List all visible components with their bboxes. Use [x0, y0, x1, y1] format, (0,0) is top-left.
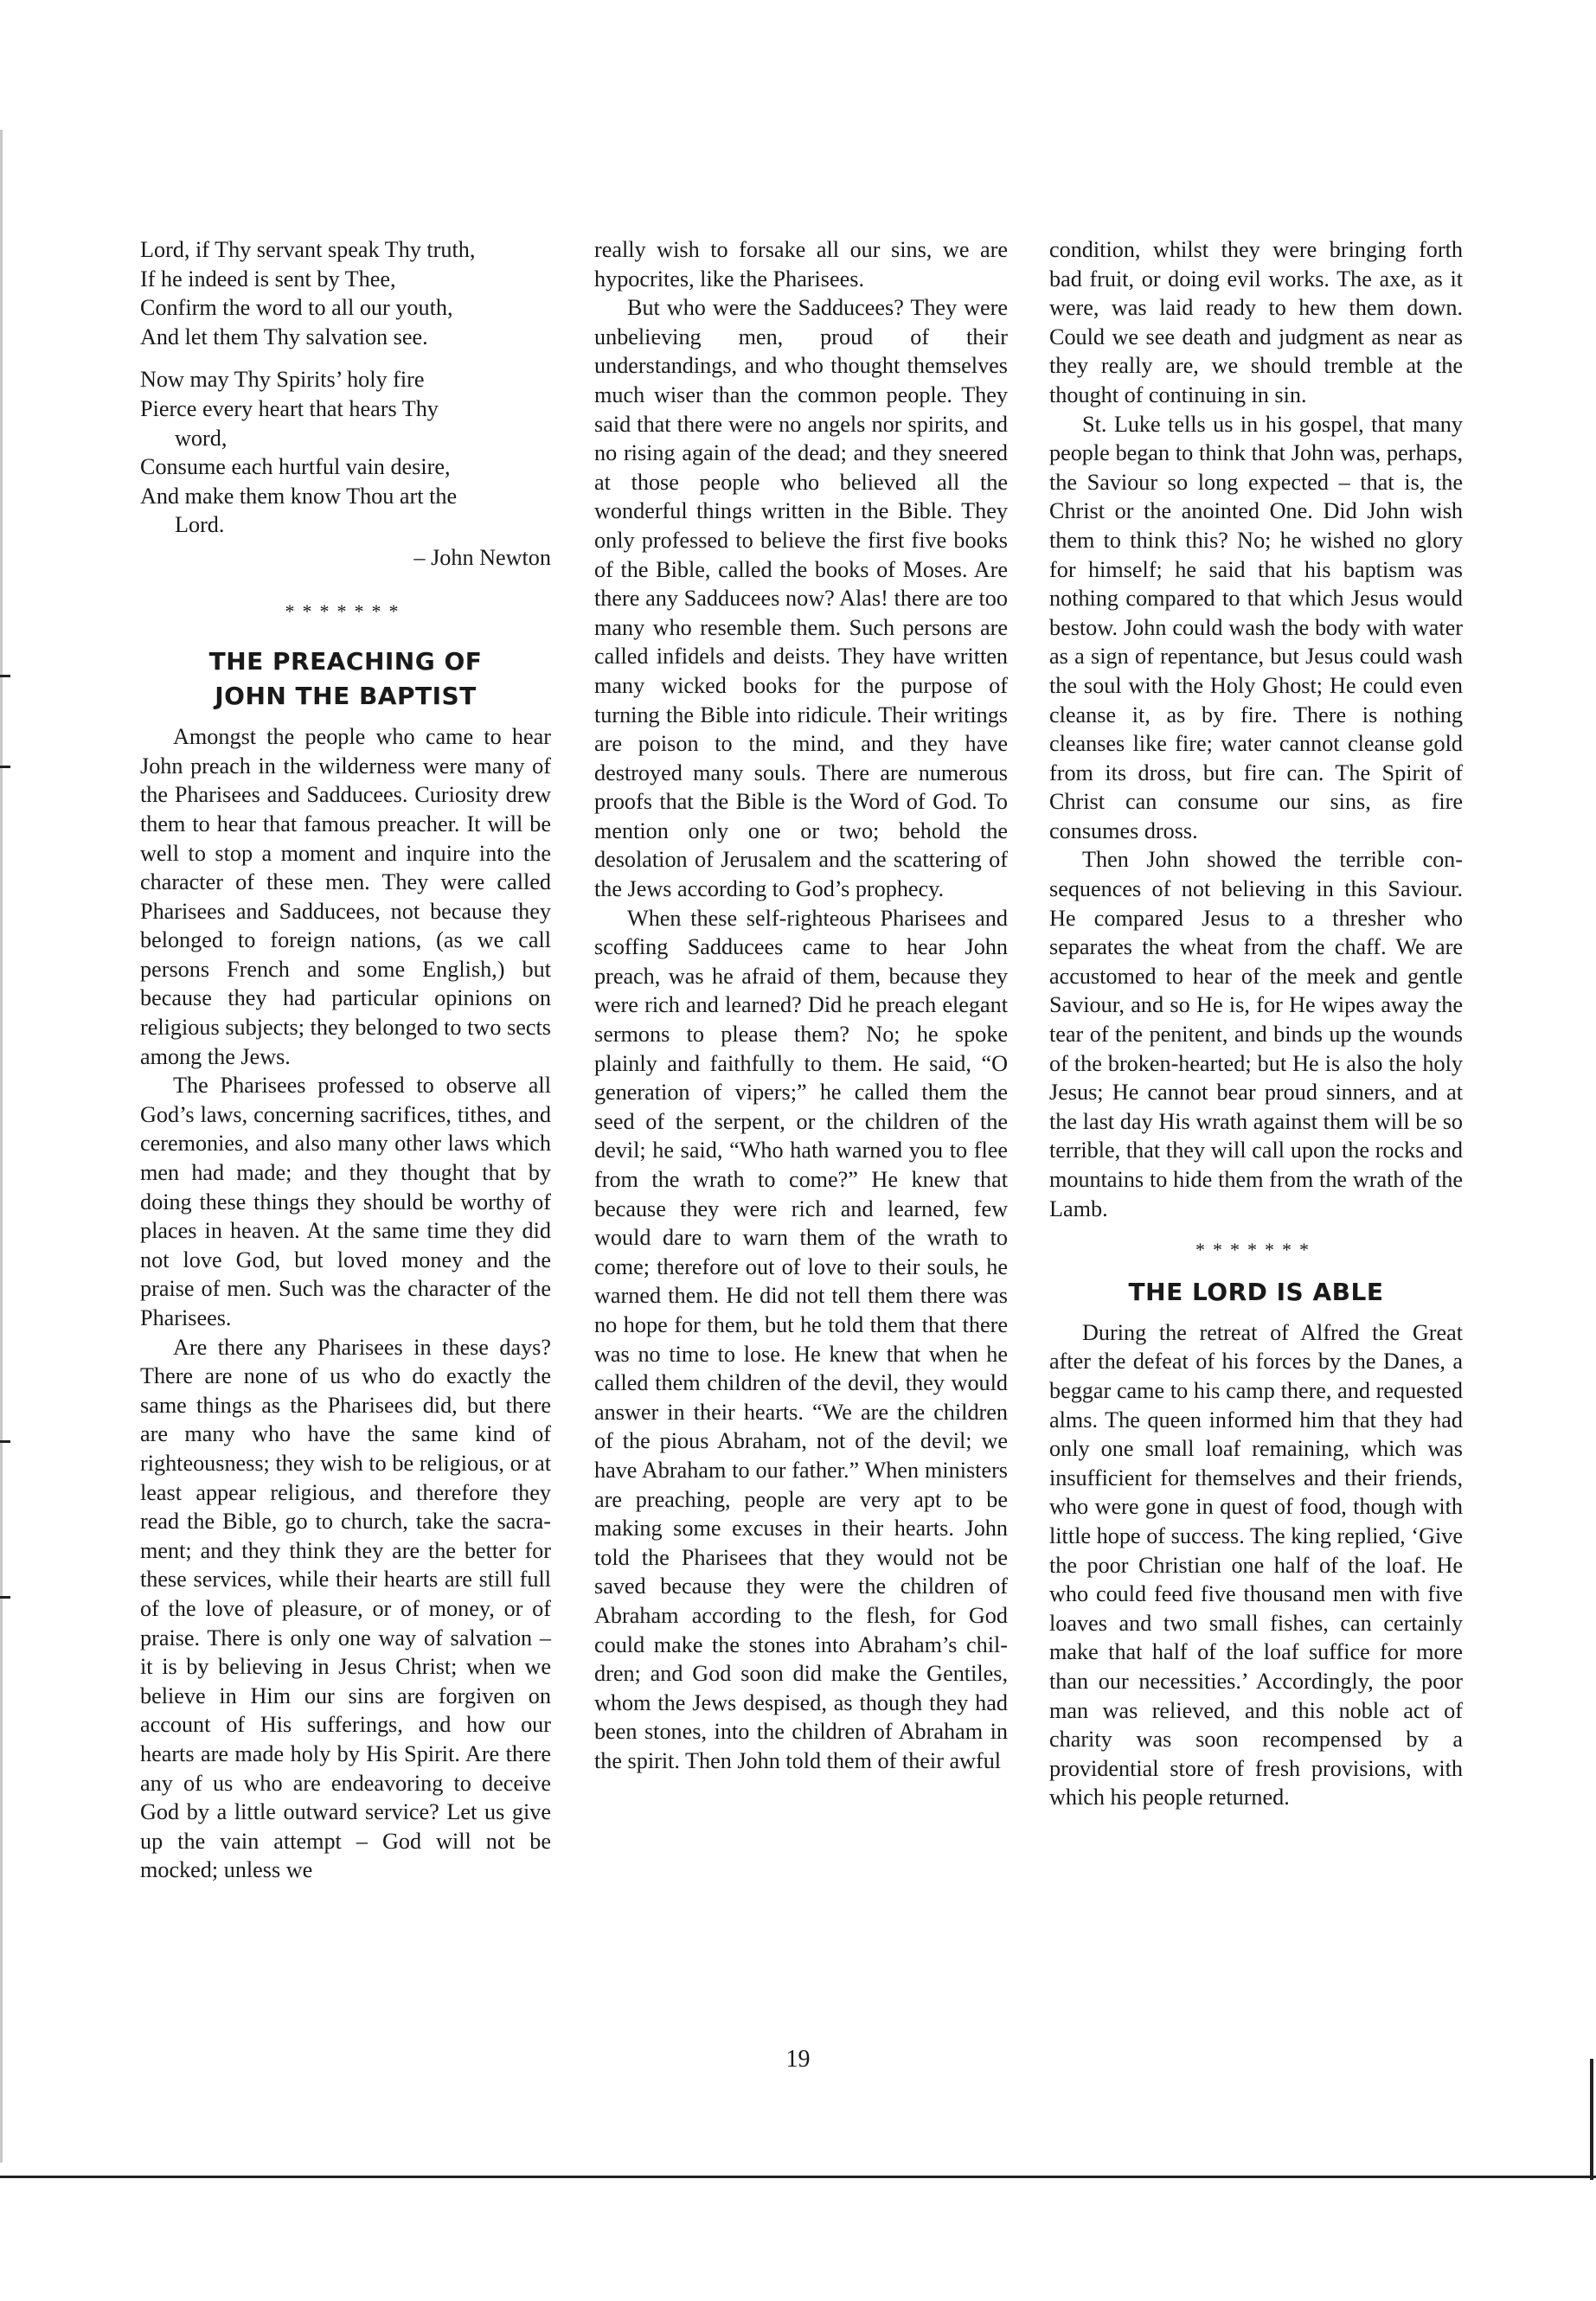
section-separator: *******: [285, 599, 407, 622]
scan-edge-mark: [0, 766, 10, 768]
page-number: 19: [785, 2046, 811, 2073]
scan-right-edge: [1590, 2059, 1593, 2180]
paragraph: When these self-righteous Pharisees and scoffing Sadducees came to hear John preach, was he afraid of them, because they were rich and learned? Did he preach elegant sermons to please them? No; he spoke plainly and faithfully to them. He said, “O generation of vipers;” he called them the seed of the serpent, or the children of the devil; he said, “Who hath warned you to flee from the wrath to come?” He knew that because they were rich and learned, few would dare to warn them of the wrath to come; therefore out of love to their souls, he warned them. He did not tell them there was no hope for them, but he told them that there was no time to lose. He knew that when he called them children of the devil, they would answer in their hearts. “We are the children of the pious Abraham, not of the devil; we have Abraham to our father.” When ministers are preaching, people are very apt to be making some excuses in their hearts. John told the Pharisees that they would not be saved because they were the children of Abraham according to the flesh, for God could make the stones into Abraham’s children; and God soon did make the Gentiles, whom the Jews despised, as though they had been stones, into the children of Abraham in the spirit. Then John told them of their awful: [594, 905, 1008, 1773]
paragraph-continued: condition, whilst they were bringing forth bad fruit, or doing evil works. The axe, as it were, was laid ready to hew them down. Could we see death and judgment as near as they really are, we should tremble at the thought of continuing in sin.: [1049, 237, 1463, 407]
page-top-margin: [0, 0, 1596, 117]
scan-edge-mark: [0, 675, 10, 677]
poem-line: word,: [175, 425, 228, 451]
column-2: [594, 235, 1008, 1775]
paragraph: St. Luke tells us in his gospel, that many people began to think that John was, perhaps, the Saviour so long expected – that is, the Christ or the anointed One. Did John wish them to think this? No; he wished no glory for himself; he said that his baptism was nothing compared to that which Jesus would bestow. John could wash the body with water as a sign of repentance, but Jesus could wash the soul with the Holy Ghost; He could even cleanse it, as by fire. There is nothing cleanses like fire; water cannot cleanse gold from its dross, but fire can. The Spirit of Christ can consume our sins, as fire consumes dross.: [1049, 411, 1463, 843]
paragraph: Amongst the people who came to hear John preach in the wilderness were many of the Pharisees and Sadducees. Curiosity drew them to hear that famous preacher. It will be well to stop a moment and inquire into the character of these men. They were called Pharisees and Sadducees, not because they belonged to foreign nations, (as we call persons French and some English,) but because they had particular opinions on religious subjects; they belonged to two sects among the Jews.: [140, 724, 551, 1069]
poem-line: Lord, if Thy servant speak Thy truth,: [140, 237, 476, 262]
poem-line: Confirm the word to all our youth,: [140, 295, 453, 321]
article-title-line: JOHN THE BAPTIST: [215, 682, 477, 711]
paragraph: But who were the Sadducees? They were unbelieving men, proud of their understandings, and who thought themselves much wiser than the common people. They said that there were no angels nor spirits, and no rising again of the dead; and they sneered at those people who believed all the wonderful things written in the Bible. They only professed to believe the first five books of the Bible, called the books of Moses. Are there any Sadducees now? Alas! there are too many who resemble them. Such persons are called infidels and deists. They have written many wicked books for the purpose of turning the Bible into ridicule. Their writings are poison to the mind, and they have destroyed many souls. There are numerous proofs that the Bible is the Word of God. To mention only one or two; behold the desolation of Jerusalem and the scattering of the Jews according to God’s prophecy.: [594, 295, 1008, 902]
poem-line: Consume each hurtful vain desire,: [140, 454, 451, 480]
poem-line: If he indeed is sent by Thee,: [140, 266, 396, 292]
poem-attribution: – John Newton: [413, 544, 551, 570]
section-separator: *******: [1195, 1239, 1317, 1261]
article-title: [140, 644, 551, 714]
article-title: THE LORD IS ABLE: [1128, 1277, 1384, 1306]
poem-stanza-2: [140, 365, 551, 540]
scan-edge-mark: [0, 1440, 10, 1443]
column-1: [140, 235, 551, 1885]
poem-line: Lord.: [175, 512, 225, 538]
paragraph: Then John showed the terrible consequences of not believing in this Saviour. He compared Jesus to a thresher who separates the wheat from the chaff. We are accustomed to hear of the meek and gentle Saviour, and so He is, for He wipes away the tear of the penitent, and binds up the wounds of the broken-hearted; but He is also the holy Jesus; He cannot bear proud sinners, and at the last day His wrath against them will be so terrible, that they will call upon the rocks and mountains to hide them from the wrath of the Lamb.: [1049, 847, 1463, 1221]
scan-edge-mark: [0, 1596, 10, 1599]
paragraph: Are there any Pharisees in these days? There are none of us who do exactly the same things as the Pharisees did, but there are many who have the same kind of righteousness; they wish to be religious, or at least appear religious, and therefore they read the Bible, go to church, take the sacrament; and they think they are the better for these services, while their hearts are still full of the love of pleasure, or of money, or of praise. There is only one way of salvation – it is by believing in Jesus Christ; when we believe in Him our sins are forgiven on account of His sufferings, and how our hearts are made holy by His Spirit. Are there any of us who are endeavoring to deceive God by a little outward service? Let us give up the vain attempt – God will not be mocked; unless we: [140, 1334, 551, 1883]
poem-line: And make them know Thou art the: [140, 483, 458, 509]
poem-line: Pierce every heart that hears Thy: [140, 395, 439, 421]
poem-stanza-1: [140, 235, 551, 351]
poem-line: And let them Thy salvation see.: [140, 324, 428, 349]
scan-bottom-edge: [0, 2176, 1596, 2178]
poem-line: Now may Thy Spirits’ holy fire: [140, 367, 425, 393]
scan-left-edge: [0, 130, 3, 2163]
paragraph: The Pharisees professed to observe all God’s laws, concerning sacrifices, tithes, and ceremonies, and also many other laws which men had made; and they thought that by doing these things they should be worthy of places in heaven. At the same time they did not love God, but loved money and the praise of men. Such was the character of the Pharisees.: [140, 1073, 551, 1330]
paragraph: During the retreat of Alfred the Great after the defeat of his forces by the Danes, a beggar came to his camp there, and requested alms. The queen informed him that they had only one small loaf remaining, which was insufficient for themselves and their friends, who were gone in quest of food, though with little hope of success. The king replied, ‘Give the poor Christian one half of the loaf. He who could feed five thousand men with five loaves and two small fishes, can certainly make that half of the loaf suffice for more than our necessities.’ Accordingly, the poor man was relieved, and this noble act of charity was soon recompensed by a providential store of fresh provisions, with which his people returned.: [1049, 1319, 1463, 1811]
article-title-line: THE PREACHING OF: [208, 647, 483, 676]
paragraph-continued: really wish to forsake all our sins, we are hypocrites, like the Pharisees.: [594, 237, 1008, 292]
column-3: [1049, 235, 1463, 1812]
